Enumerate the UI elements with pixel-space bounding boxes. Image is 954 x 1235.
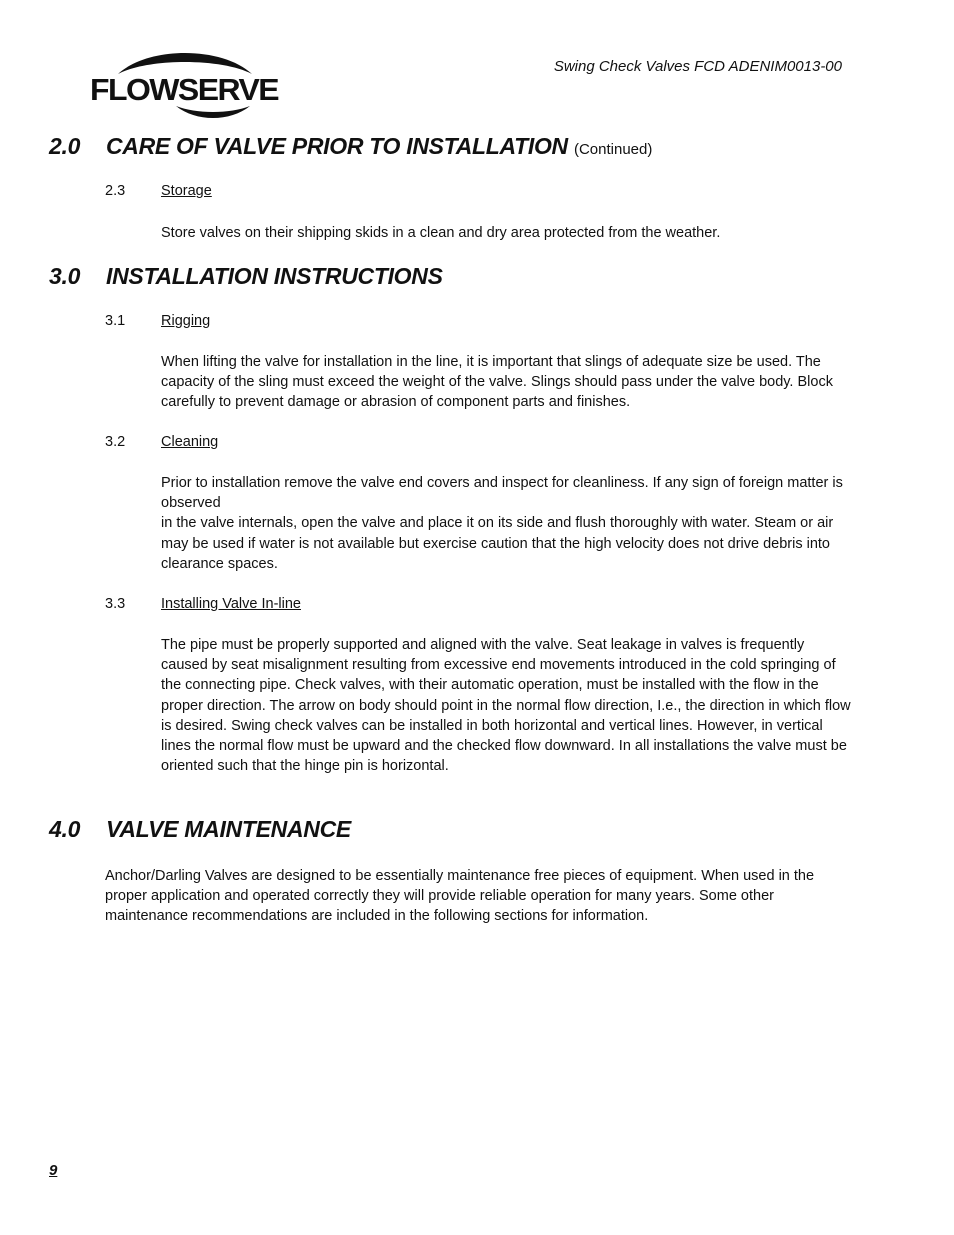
continued-label: (Continued) — [573, 141, 653, 158]
subsection-title: Rigging — [161, 313, 211, 329]
subsection-heading-3-2 — [105, 434, 218, 450]
page-number: 9 — [49, 1162, 58, 1179]
section-title: INSTALLATION INSTRUCTIONS — [106, 263, 443, 289]
flowserve-logo — [90, 48, 282, 124]
subsection-number: 3.2 — [105, 434, 126, 450]
section-heading-2 — [49, 133, 652, 160]
cleaning-paragraph — [161, 473, 851, 574]
section-heading-3 — [49, 263, 443, 290]
subsection-heading-3-1 — [105, 313, 210, 329]
logo-wordmark: FLOWSERVE — [90, 72, 279, 107]
subsection-heading-2-3 — [105, 183, 212, 199]
subsection-number: 2.3 — [105, 183, 126, 199]
section-number: 4.0 — [49, 816, 81, 842]
section-heading-4 — [49, 816, 351, 843]
subsection-title: Cleaning — [161, 434, 219, 450]
subsection-title: Installing Valve In-line — [161, 596, 301, 612]
cleaning-text-b: in the valve internals, open the valve and place it on its side and flush thoroughly with water. Steam or air may be used if water is not available but exercise caution that the high velocity does not drive debris into clearance spaces. — [161, 515, 834, 572]
rigging-paragraph: When lifting the valve for installation in the line, it is important that slings of adequate size be used. The capacity of the sling must exceed the weight of the valve. Slings should pass under the valve body. Block carefully to prevent damage or abrasion of component parts and finishes. — [161, 354, 833, 411]
cleaning-text-a: Prior to installation remove the valve end covers and inspect for cleanliness. If any sign of foreign matter is observed — [161, 475, 843, 512]
maintenance-paragraph: Anchor/Darling Valves are designed to be essentially maintenance free pieces of equipment. When used in the proper application and operated correctly they will provide reliable operation for many years. Some other maintenance recommendations are included in the following sections for information. — [105, 868, 815, 925]
section-title: CARE OF VALVE PRIOR TO INSTALLATION — [106, 133, 568, 159]
installing-paragraph: The pipe must be properly supported and aligned with the valve. Seat leakage in valves is frequently caused by seat misalignment resulting from excessive end movements introduced in the cold springing of the connecting pipe. Check valves, with their automatic operation, must be installed with the flow in the proper direction. The arrow on body should point in the normal flow direction, I.e., the direction in which flow is desired. Swing check valves can be installed in both horizontal and vertical lines. However, in vertical lines the normal flow must be upward and the checked flow downward. In all installations the valve must be oriented such that the hinge pin is horizontal. — [161, 637, 851, 775]
subsection-title: Storage — [161, 183, 212, 199]
section-number: 3.0 — [49, 263, 81, 289]
storage-paragraph: Store valves on their shipping skids in a clean and dry area protected from the weather. — [161, 225, 721, 241]
subsection-number: 3.1 — [105, 313, 126, 329]
subsection-number: 3.3 — [105, 596, 126, 612]
section-number: 2.0 — [49, 133, 81, 159]
subsection-heading-3-3 — [105, 596, 301, 612]
document-reference: Swing Check Valves FCD ADENIM0013-00 — [553, 58, 842, 75]
section-title: VALVE MAINTENANCE — [106, 816, 351, 842]
